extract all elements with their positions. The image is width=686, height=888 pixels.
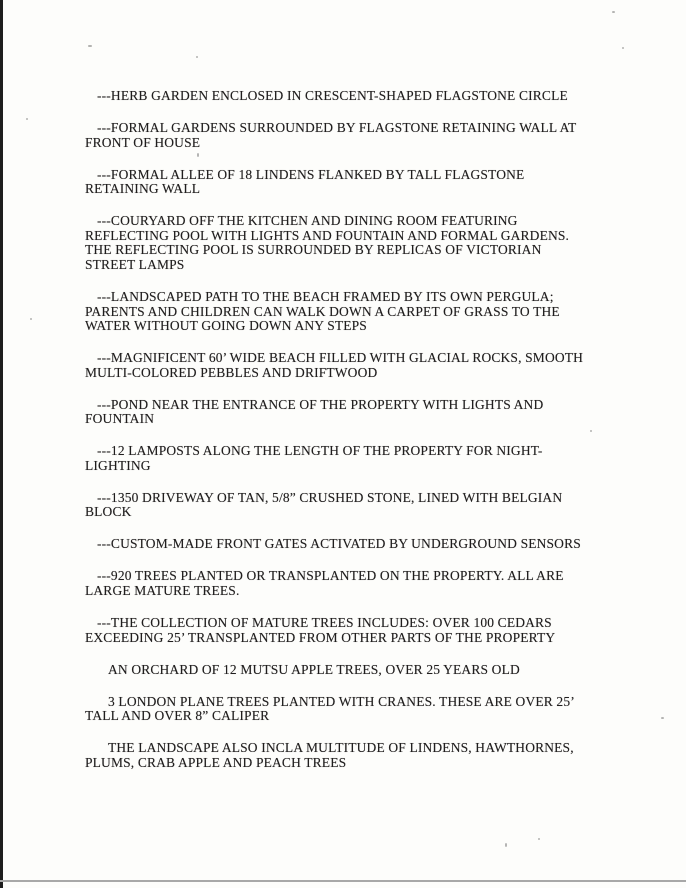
text-line: ---FORMAL ALLEE OF 18 LINDENS FLANKED BY TALL FLAGSTONE [97,166,525,182]
text-line: ---MAGNIFICENT 60’ WIDE BEACH FILLED WITH GLACIAL ROCKS, SMOOTH [97,350,584,366]
text-line: AN ORCHARD OF 12 MUTSU APPLE TREES, OVER 25 YEARS OLD [108,661,520,677]
paragraph [85,398,630,427]
paragraph [85,537,630,552]
paragraph [85,351,630,380]
text-line: PLUMS, CRAB APPLE AND PEACH TREES [85,754,347,770]
text-line: BLOCK [85,504,132,520]
scan-speck [197,153,199,157]
text-line: MULTI-COLORED PEBBLES AND DRIFTWOOD [85,364,378,380]
text-line: ---920 TREES PLANTED OR TRANSPLANTED ON THE PROPERTY. ALL ARE [97,568,564,584]
text-line: ---POND NEAR THE ENTRANCE OF THE PROPERTY WITH LIGHTS AND [97,396,544,412]
paragraph [85,214,630,272]
scan-speck [612,11,615,13]
text-line: ---FORMAL GARDENS SURROUNDED BY FLAGSTONE RETAINING WALL AT [97,119,577,135]
document-body [85,89,630,770]
text-line: ---COURYARD OFF THE KITCHEN AND DINING ROOM FEATURING [97,213,518,229]
paragraph [85,444,630,473]
scan-speck [196,56,198,58]
text-line: WATER WITHOUT GOING DOWN ANY STEPS [85,318,367,334]
paragraph [85,616,630,645]
text-line: EXCEEDING 25’ TRANSPLANTED FROM OTHER PARTS OF THE PROPERTY [85,629,556,645]
text-line: ---THE COLLECTION OF MATURE TREES INCLUDES: OVER 100 CEDARS [97,614,552,630]
scan-speck [30,318,32,320]
text-line: RETAINING WALL [85,181,201,197]
scan-speck [505,843,507,847]
text-line: 3 LONDON PLANE TREES PLANTED WITH CRANES. THESE ARE OVER 25’ [108,693,575,709]
text-line: ---1350 DRIVEWAY OF TAN, 5/8” CRUSHED STONE, LINED WITH BELGIAN [97,489,563,505]
text-line: PARENTS AND CHILDREN CAN WALK DOWN A CARPET OF GRASS TO THE [85,303,560,319]
scan-bottom-line [0,880,686,882]
text-line: STREET LAMPS [85,256,185,272]
scan-speck [538,838,540,840]
text-line: FOUNTAIN [85,411,155,427]
paragraph [85,741,630,770]
text-line: ---CUSTOM-MADE FRONT GATES ACTIVATED BY UNDERGROUND SENSORS [97,536,581,552]
paragraph [85,290,630,334]
scan-speck [88,45,92,47]
paragraph [85,569,630,598]
text-line: THE REFLECTING POOL IS SURROUNDED BY REPLICAS OF VICTORIAN [85,242,542,258]
scan-speck [622,47,624,49]
paragraph [85,491,630,520]
paragraph [85,121,630,150]
text-line: REFLECTING POOL WITH LIGHTS AND FOUNTAIN AND FORMAL GARDENS. [85,227,570,243]
scan-speck [661,717,664,719]
text-line: LARGE MATURE TREES. [85,582,240,598]
text-line: LIGHTING [85,457,151,473]
paragraph [85,168,630,197]
scan-speck [590,430,592,432]
text-line: TALL AND OVER 8” CALIPER [85,708,270,724]
scan-speck [26,118,28,120]
text-line: ---12 LAMPOSTS ALONG THE LENGTH OF THE PROPERTY FOR NIGHT- [97,443,543,459]
paragraph [85,695,630,724]
text-line: ---LANDSCAPED PATH TO THE BEACH FRAMED BY ITS OWN PERGULA; [97,288,554,304]
paragraph [85,663,630,678]
page-left-edge [0,0,3,888]
text-line: THE LANDSCAPE ALSO INCLA MULTITUDE OF LINDENS, HAWTHORNES, [108,740,574,756]
text-line: ---HERB GARDEN ENCLOSED IN CRESCENT-SHAPED FLAGSTONE CIRCLE [97,88,568,103]
text-line: FRONT OF HOUSE [85,134,201,150]
paragraph [85,89,630,104]
